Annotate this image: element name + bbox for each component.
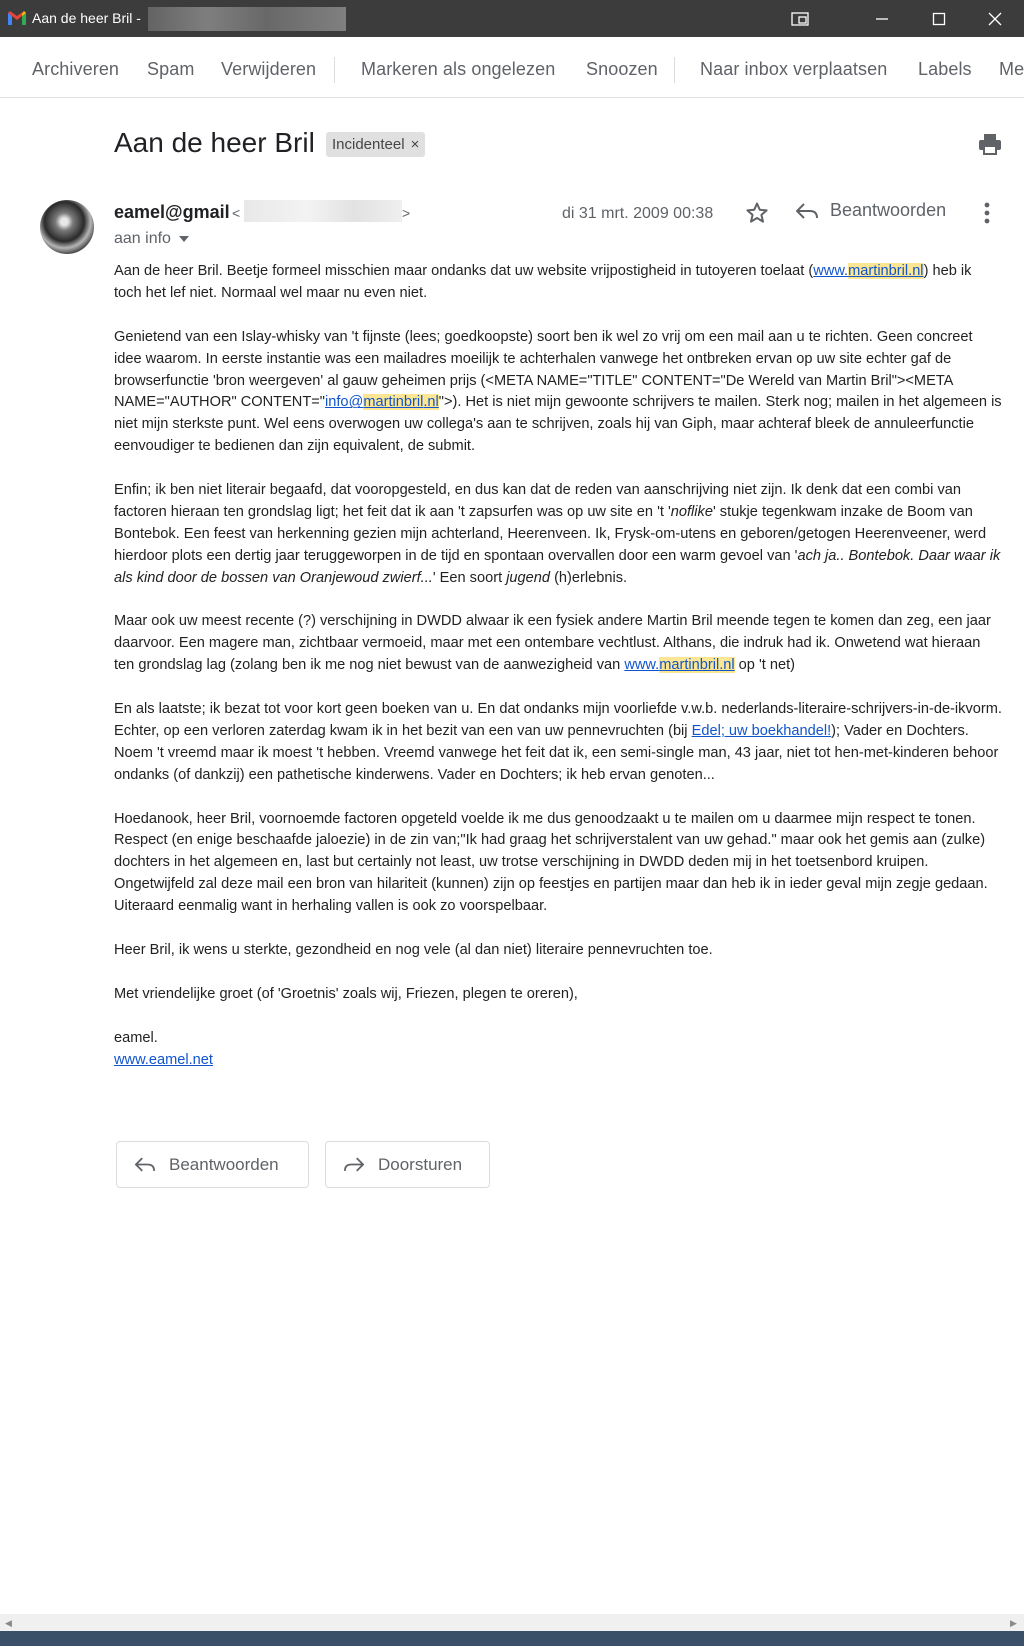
window-titlebar	[0, 0, 1024, 37]
desktop-background-strip	[0, 1631, 1024, 1646]
print-icon[interactable]	[978, 133, 1002, 155]
body-paragraph: Enfin; ik ben niet literair begaafd, dat vooropgesteld, en dus kan dat de reden van aanschrijving niet zijn. Ik denk dat een combi van factoren hieraan ten grondslag ligt; het feit dat ik aan 't zapsurfen was op uw site en 't 'noflike' stukje tegenkwam inzake de Boom van Bontebok. Een feest van herkenning gezien mijn achterland, Heerenveen. Ik, Frysk-om-utens en geboren/getogen Heerenveener, werd hierdoor plots een dertig jaar teruggeworpen in de tijd en spontaan overvallen door een warm gevoel van 'ach ja.. Bontebok. Daar waar ik als kind door de bossen van Oranjewoud zwierf...' Een soort jugend (h)erlebnis.	[114, 482, 1001, 586]
forward-button[interactable]	[325, 1141, 490, 1188]
body-link[interactable]: info@martinbril.nl	[324, 394, 439, 411]
close-button[interactable]	[967, 0, 1023, 37]
mark-unread-button[interactable]: Markeren als ongelezen	[361, 59, 556, 79]
minimize-button[interactable]	[854, 0, 910, 37]
body-link[interactable]: Edel; uw boekhandel!	[691, 722, 832, 739]
labels-button[interactable]: Labels	[918, 59, 972, 79]
horizontal-scrollbar[interactable]	[0, 1614, 1024, 1631]
reply-button-top[interactable]	[796, 200, 946, 221]
close-icon	[988, 12, 1002, 26]
body-paragraph: Hoedanook, heer Bril, voornoemde factoren opgeteld voelde ik me dus genoodzaakt u te mailen om u daarmee mijn respect te tonen. Respect (en enige beschaafde jaloezie) in de zin van;"Ik had graag het schrijverstalent van uw gehad." maar ook het gemis aan (zulke) dochters in het algemeen en, last but certainly not least, uw trotse verschijning in DWDD deden mij in het toetsenbord kruipen. Ongetwijfeld zal deze mail een bron van hilariteit (kunnen) zijn op feestjes en partijen maar dan heb ik in ieder geval mijn zegje gedaan. Uiteraard eenmalig want in herhaling vallen is ook zo voorspelbaar.	[114, 810, 988, 915]
label-chip-text: Incidenteel	[332, 136, 405, 153]
reply-label: Beantwoorden	[830, 200, 947, 220]
label-chip	[326, 132, 425, 157]
toolbar-divider	[674, 57, 675, 83]
scroll-left-icon[interactable]: ◀	[5, 1618, 12, 1628]
body-paragraph: Maar ook uw meest recente (?) verschijning in DWDD alwaar ik een fysiek andere Martin Bril meende tegen te komen dan zeg, een jaar daarvoor. Een magere man, zichtbaar vermoeid, maar met een ontembare vechtlust. Althans, die indruk had ik. Onwetend wat hieraan ten grondslag lag (zolang ben ik me nog niet bewust van de aanwezigheid van www.martinbril.nl op 't net)	[114, 613, 991, 674]
forward-icon	[344, 1157, 364, 1172]
more-actions-button[interactable]: Me	[999, 59, 1024, 79]
forward-button-label: Doorsturen	[378, 1154, 463, 1174]
message-body	[114, 261, 1002, 1071]
maximize-icon	[932, 12, 946, 26]
sender-address-close-bracket: >	[402, 205, 411, 221]
sender-address-open-bracket: <	[232, 205, 241, 221]
reply-icon	[135, 1157, 155, 1172]
gmail-logo-icon	[8, 11, 26, 25]
message-date: di 31 mrt. 2009 00:38	[562, 205, 714, 222]
recipient-text: aan info	[114, 230, 171, 247]
reply-icon	[796, 203, 818, 219]
minimize-icon	[875, 12, 889, 26]
action-toolbar	[0, 37, 1024, 98]
signature-link[interactable]: www.eamel.net	[114, 1051, 213, 1068]
body-link[interactable]: www.martinbril.nl	[624, 657, 735, 674]
redacted-address	[148, 7, 346, 31]
spam-button[interactable]: Spam	[147, 59, 195, 79]
body-paragraph: Met vriendelijke groet (of 'Groetnis' zoals wij, Friezen, plegen te oreren),	[114, 985, 578, 1002]
signature-name: eamel.	[114, 1029, 158, 1046]
body-link[interactable]: www.martinbril.nl	[813, 263, 924, 279]
body-paragraph: Aan de heer Bril. Beetje formeel misschien maar ondanks dat uw website vrijpostigheid in tutoyeren toelaat (www.martinbril.nl) heb ik toch het lef niet. Normaal wel maar nu even niet.	[114, 263, 972, 301]
move-to-inbox-button[interactable]: Naar inbox verplaatsen	[700, 59, 888, 79]
snooze-button[interactable]: Snoozen	[586, 59, 658, 79]
window-pin-button[interactable]	[772, 0, 828, 37]
window-title: Aan de heer Bril -	[32, 10, 141, 26]
body-paragraph: En als laatste; ik bezat tot voor kort geen boeken van u. En dat ondanks mijn voorliefde v.w.b. nederlands-literaire-schrijvers-in-de-ikvorm. Echter, op een verloren zaterdag kwam ik in het bezit van een van uw pennevruchten (bij Edel; uw boekhandel!); Vader en Dochters. Noem 't vreemd maar ik moest 't hebben. Vreemd vanwege het feit dat ik, een semi-single man, 43 jaar, niet tot hen-met-kinderen behoor ondanks (of dankzij) een pathetische kinderwens. Vader en Dochters; ik heb ervan genoten...	[114, 701, 1002, 783]
more-vert-icon[interactable]	[984, 202, 990, 224]
chevron-down-icon	[179, 236, 189, 242]
window-pin-icon	[791, 12, 809, 26]
body-paragraph: Genietend van een Islay-whisky van 't fijnste (lees; goedkoopste) soort ben ik wel zo vrij om een mail aan u te richten. Geen concreet idee waarom. In eerste instantie was een mailadres moeilijk te achterhalen vanwege het ontbreken ervan op uw site echter gaf de browserfunctie 'bron weergeven' al gauw geheimen prijs (<META NAME="TITLE" CONTENT="De Wereld van Martin Bril"><META NAME="AUTHOR" CONTENT="info@martinbril.nl">). Het is niet mijn gewoonte schrijvers te mailen. Sterk nog; mailen in het algemeen is niet mijn sterkste punt. Wel eens overwogen uw collega's aan te schrijven, zoals hij van Giph, maar achteraf bleek de annuleerfunctie eenvoudiger te bedienen dan zijn equivalent, de submit.	[114, 328, 1002, 455]
remove-label-icon[interactable]: ×	[410, 136, 420, 153]
sender-name[interactable]: eamel@gmail	[114, 202, 230, 222]
maximize-button[interactable]	[911, 0, 967, 37]
message-subject: Aan de heer Bril	[114, 127, 315, 158]
redacted-sender-address	[244, 200, 402, 222]
recipient-details-toggle[interactable]	[114, 230, 189, 248]
scroll-right-icon[interactable]: ▶	[1010, 1618, 1017, 1628]
reply-button[interactable]	[116, 1141, 309, 1188]
star-icon[interactable]	[745, 201, 769, 225]
archive-button[interactable]: Archiveren	[32, 59, 120, 79]
sender-avatar[interactable]	[40, 200, 94, 254]
reply-button-label: Beantwoorden	[169, 1154, 279, 1174]
body-paragraph: Heer Bril, ik wens u sterkte, gezondheid en nog vele (al dan niet) literaire pennevruchten toe.	[114, 942, 713, 958]
delete-button[interactable]: Verwijderen	[221, 59, 317, 79]
toolbar-divider	[334, 57, 335, 83]
